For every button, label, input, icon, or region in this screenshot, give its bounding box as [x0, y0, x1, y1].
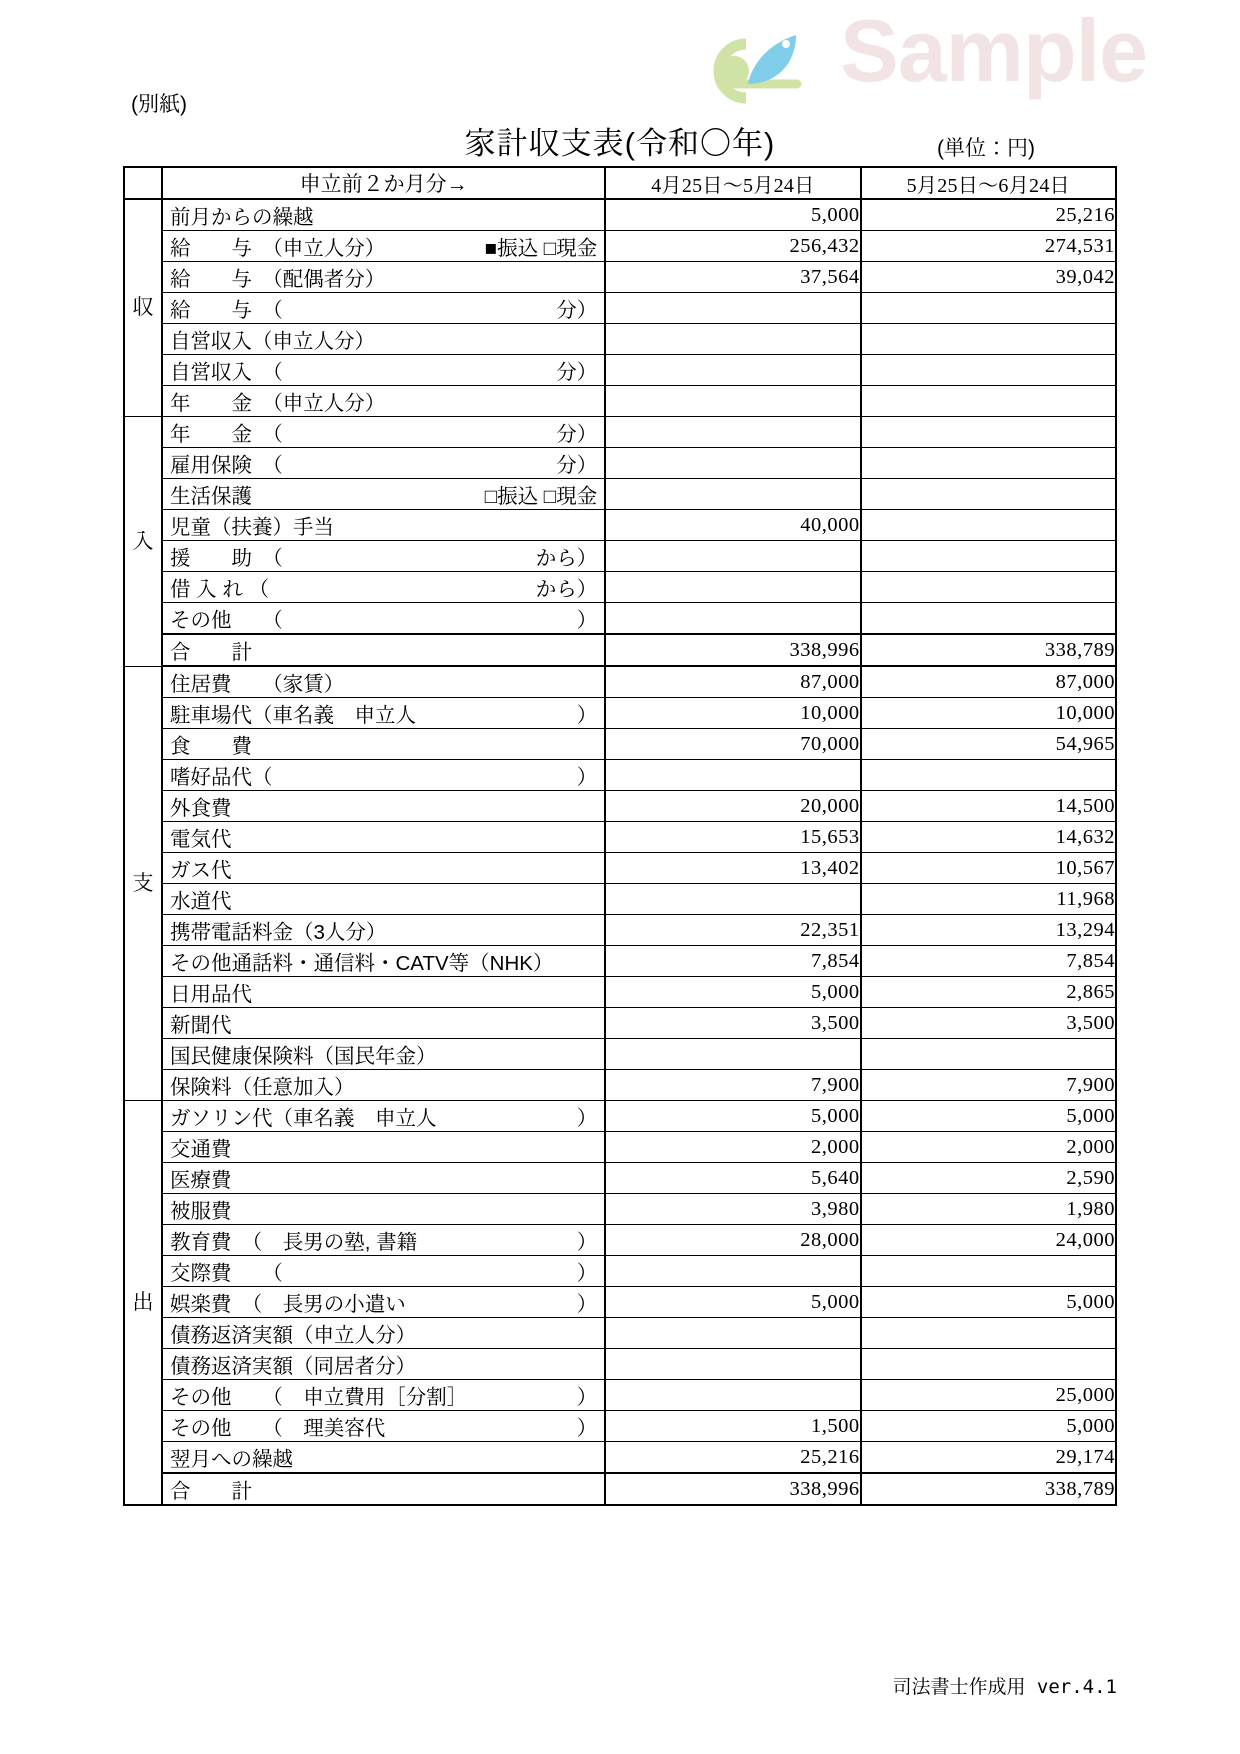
amount-cell-period-1[interactable]: 7,854: [605, 946, 860, 977]
amount-cell-period-2[interactable]: 7,900: [861, 1070, 1116, 1101]
payment-method-checkboxes[interactable]: □振込 □現金: [484, 485, 598, 508]
period-header-2: 5月25日～6月24日: [861, 167, 1116, 199]
label-close-paren: ）: [576, 609, 598, 632]
amount-cell-period-2[interactable]: 13,294: [861, 915, 1116, 946]
label-close-paren: 分）: [556, 423, 598, 446]
income-row: [124, 324, 1116, 355]
amount-cell-period-1[interactable]: 5,640: [605, 1163, 860, 1194]
label-close-paren: ）: [576, 1417, 598, 1440]
amount-cell-period-2[interactable]: [861, 479, 1116, 510]
amount-cell-period-2[interactable]: 274,531: [861, 231, 1116, 262]
amount-cell-period-2[interactable]: 24,000: [861, 1225, 1116, 1256]
payment-method-checkboxes[interactable]: ■振込 □現金: [484, 237, 598, 260]
amount-cell-period-2[interactable]: 5,000: [861, 1287, 1116, 1318]
row-label-income-8: 雇用保険 （ 分）: [162, 448, 605, 479]
row-label-expense-14: ガソリン代（車名義 申立人 ）: [162, 1101, 605, 1132]
amount-cell-period-1[interactable]: [605, 324, 860, 355]
amount-cell-period-1[interactable]: [605, 1256, 860, 1287]
expense-row: [124, 1256, 1116, 1287]
amount-cell-period-2[interactable]: [861, 324, 1116, 355]
row-label-expense-26: 合 計: [162, 1473, 605, 1505]
income-section-label-2: 入: [124, 417, 162, 667]
unit-note: (単位：円): [937, 137, 1035, 160]
expense-row: [124, 1194, 1116, 1225]
label-close-paren: ）: [576, 704, 598, 727]
amount-cell-period-1[interactable]: [605, 884, 860, 915]
row-label-income-0: 前月からの繰越: [162, 199, 605, 231]
income-row: [124, 355, 1116, 386]
amount-cell-period-2[interactable]: [861, 1318, 1116, 1349]
row-label-expense-22: 債務返済実額（同居者分）: [162, 1349, 605, 1380]
income-row: [124, 541, 1116, 572]
amount-cell-period-2[interactable]: 3,500: [861, 1008, 1116, 1039]
amount-cell-period-1[interactable]: 1,500: [605, 1411, 860, 1442]
expense-row: [124, 791, 1116, 822]
amount-cell-period-1[interactable]: 338,996: [605, 1473, 860, 1505]
amount-cell-period-2[interactable]: 14,632: [861, 822, 1116, 853]
expense-row: [124, 666, 1116, 698]
label-close-paren: 分）: [556, 361, 598, 384]
row-label-income-13: その他 （ ）: [162, 603, 605, 635]
expense-section-label-2: 出: [124, 1101, 162, 1506]
amount-cell-period-2[interactable]: 39,042: [861, 262, 1116, 293]
label-close-paren: ）: [576, 1262, 598, 1285]
amount-cell-period-1[interactable]: 20,000: [605, 791, 860, 822]
row-label-expense-12: 国民健康保険料（国民年金）: [162, 1039, 605, 1070]
row-label-income-3: 給 与 （ 分）: [162, 293, 605, 324]
row-label-expense-3: 嗜好品代（ ）: [162, 760, 605, 791]
expense-row: [124, 884, 1116, 915]
income-row: [124, 479, 1116, 510]
amount-cell-period-2[interactable]: [861, 760, 1116, 791]
page-title: 家計収支表(令和〇年): [464, 126, 776, 161]
row-label-income-5: 自営収入 （ 分）: [162, 355, 605, 386]
expense-row: [124, 760, 1116, 791]
expense-row: [124, 822, 1116, 853]
income-row: [124, 262, 1116, 293]
expense-row: [124, 1132, 1116, 1163]
amount-cell-period-1[interactable]: 22,351: [605, 915, 860, 946]
row-label-expense-17: 被服費: [162, 1194, 605, 1225]
expense-row: [124, 1008, 1116, 1039]
amount-cell-period-1[interactable]: 15,653: [605, 822, 860, 853]
expense-row: [124, 1070, 1116, 1101]
footer-note: 司法書士作成用 ver.4.1: [892, 1676, 1117, 1698]
amount-cell-period-2[interactable]: 1,980: [861, 1194, 1116, 1225]
label-close-paren: ）: [576, 1386, 598, 1409]
row-label-expense-11: 新聞代: [162, 1008, 605, 1039]
row-label-expense-2: 食 費: [162, 729, 605, 760]
row-label-expense-5: 電気代: [162, 822, 605, 853]
amount-cell-period-1[interactable]: [605, 1039, 860, 1070]
amount-cell-period-1[interactable]: [605, 479, 860, 510]
row-label-expense-6: ガス代: [162, 853, 605, 884]
household-budget-table: [123, 166, 1117, 1506]
row-label-income-9: 生活保護 □振込 □現金: [162, 479, 605, 510]
income-row: [124, 448, 1116, 479]
row-label-expense-16: 医療費: [162, 1163, 605, 1194]
row-label-expense-1: 駐車場代（車名義 申立人 ）: [162, 698, 605, 729]
amount-cell-period-2[interactable]: 7,854: [861, 946, 1116, 977]
amount-cell-period-1[interactable]: 2,000: [605, 1132, 860, 1163]
period-header-1: 4月25日～5月24日: [605, 167, 860, 199]
expense-row: [124, 1349, 1116, 1380]
row-label-income-4: 自営収入（申立人分）: [162, 324, 605, 355]
amount-cell-period-2[interactable]: [861, 603, 1116, 635]
amount-cell-period-1[interactable]: 10,000: [605, 698, 860, 729]
expense-row: [124, 977, 1116, 1008]
amount-cell-period-1[interactable]: [605, 1349, 860, 1380]
amount-cell-period-2[interactable]: 10,567: [861, 853, 1116, 884]
amount-cell-period-1[interactable]: 256,432: [605, 231, 860, 262]
expense-row: [124, 1163, 1116, 1194]
amount-cell-period-2[interactable]: 87,000: [861, 666, 1116, 698]
amount-cell-period-1[interactable]: 37,564: [605, 262, 860, 293]
attachment-label: (別紙): [131, 93, 187, 116]
row-label-expense-0: 住居費 （家賃）: [162, 666, 605, 698]
amount-cell-period-1[interactable]: 3,980: [605, 1194, 860, 1225]
expense-row: [124, 1442, 1116, 1474]
row-label-expense-7: 水道代: [162, 884, 605, 915]
amount-cell-period-2[interactable]: 338,789: [861, 634, 1116, 666]
income-row: [124, 231, 1116, 262]
row-label-expense-10: 日用品代: [162, 977, 605, 1008]
amount-cell-period-1[interactable]: [605, 603, 860, 635]
expense-row: [124, 946, 1116, 977]
amount-cell-period-2[interactable]: 29,174: [861, 1442, 1116, 1474]
expense-row: [124, 1473, 1116, 1505]
amount-cell-period-1[interactable]: 40,000: [605, 510, 860, 541]
amount-cell-period-1[interactable]: 87,000: [605, 666, 860, 698]
row-label-expense-4: 外食費: [162, 791, 605, 822]
header-corner-cell: [124, 167, 162, 199]
amount-cell-period-1[interactable]: [605, 1318, 860, 1349]
amount-cell-period-1[interactable]: [605, 386, 860, 417]
expense-row: [124, 1039, 1116, 1070]
amount-cell-period-1[interactable]: 5,000: [605, 199, 860, 231]
expense-row: [124, 1101, 1116, 1132]
row-label-expense-24: その他 （ 理美容代 ）: [162, 1411, 605, 1442]
row-label-expense-20: 娯楽費 （ 長男の小遣い ）: [162, 1287, 605, 1318]
amount-cell-period-1[interactable]: [605, 355, 860, 386]
income-section-label-1: 収: [124, 199, 162, 417]
expense-row: [124, 853, 1116, 884]
row-label-income-2: 給 与 （配偶者分）: [162, 262, 605, 293]
row-label-expense-8: 携帯電話料金（3人分）: [162, 915, 605, 946]
row-label-expense-18: 教育費 （ 長男の塾, 書籍 ）: [162, 1225, 605, 1256]
amount-cell-period-2[interactable]: [861, 355, 1116, 386]
amount-cell-period-1[interactable]: 13,402: [605, 853, 860, 884]
amount-cell-period-1[interactable]: [605, 541, 860, 572]
label-close-paren: ）: [576, 1231, 598, 1254]
row-label-income-7: 年 金 （ 分）: [162, 417, 605, 448]
amount-cell-period-2[interactable]: [861, 572, 1116, 603]
amount-cell-period-2[interactable]: 54,965: [861, 729, 1116, 760]
amount-cell-period-1[interactable]: [605, 293, 860, 324]
income-row: [124, 293, 1116, 324]
label-close-paren: ）: [576, 1107, 598, 1130]
row-label-expense-19: 交際費 （ ）: [162, 1256, 605, 1287]
amount-cell-period-1[interactable]: 338,996: [605, 634, 860, 666]
amount-cell-period-1[interactable]: [605, 760, 860, 791]
amount-cell-period-2[interactable]: 11,968: [861, 884, 1116, 915]
income-row: [124, 386, 1116, 417]
amount-cell-period-1[interactable]: 5,000: [605, 1101, 860, 1132]
table-header-row: [124, 167, 1116, 199]
amount-cell-period-2[interactable]: 2,865: [861, 977, 1116, 1008]
expense-row: [124, 698, 1116, 729]
expense-row: [124, 1380, 1116, 1411]
amount-cell-period-2[interactable]: [861, 1039, 1116, 1070]
amount-cell-period-1[interactable]: 70,000: [605, 729, 860, 760]
amount-cell-period-1[interactable]: [605, 417, 860, 448]
amount-cell-period-2[interactable]: 2,590: [861, 1163, 1116, 1194]
amount-cell-period-2[interactable]: [861, 448, 1116, 479]
row-label-expense-25: 翌月への繰越: [162, 1442, 605, 1474]
watermark-text: Sample: [840, 1, 1148, 100]
expense-row: [124, 1318, 1116, 1349]
amount-cell-period-2[interactable]: 14,500: [861, 791, 1116, 822]
amount-cell-period-2[interactable]: 5,000: [861, 1101, 1116, 1132]
amount-cell-period-2[interactable]: 5,000: [861, 1411, 1116, 1442]
income-row: [124, 510, 1116, 541]
amount-cell-period-2[interactable]: 25,000: [861, 1380, 1116, 1411]
income-row: [124, 603, 1116, 635]
expense-row: [124, 915, 1116, 946]
row-label-income-11: 援 助 （ から）: [162, 541, 605, 572]
row-label-expense-21: 債務返済実額（申立人分）: [162, 1318, 605, 1349]
label-close-paren: から）: [535, 547, 598, 570]
amount-cell-period-2[interactable]: [861, 293, 1116, 324]
amount-cell-period-1[interactable]: 28,000: [605, 1225, 860, 1256]
expense-section-label-1: 支: [124, 666, 162, 1101]
amount-cell-period-2[interactable]: [861, 417, 1116, 448]
label-close-paren: ）: [576, 1293, 598, 1316]
amount-cell-period-1[interactable]: 25,216: [605, 1442, 860, 1474]
amount-cell-period-2[interactable]: 338,789: [861, 1473, 1116, 1505]
label-close-paren: から）: [535, 578, 598, 601]
amount-cell-period-1[interactable]: 5,000: [605, 1287, 860, 1318]
amount-cell-period-1[interactable]: 5,000: [605, 977, 860, 1008]
amount-cell-period-2[interactable]: 25,216: [861, 199, 1116, 231]
amount-cell-period-2[interactable]: [861, 386, 1116, 417]
income-row: [124, 199, 1116, 231]
amount-cell-period-2[interactable]: [861, 510, 1116, 541]
row-label-expense-23: その他 （ 申立費用［分割］ ）: [162, 1380, 605, 1411]
expense-row: [124, 1287, 1116, 1318]
income-row: [124, 572, 1116, 603]
row-label-expense-9: その他通話料・通信料・CATV等（NHK）: [162, 946, 605, 977]
amount-cell-period-2[interactable]: 2,000: [861, 1132, 1116, 1163]
income-row: [124, 417, 1116, 448]
label-close-paren: ）: [576, 766, 598, 789]
column-header-label: 申立前２か月分→: [162, 167, 605, 199]
row-label-income-10: 児童（扶養）手当: [162, 510, 605, 541]
row-label-income-14: 合 計: [162, 634, 605, 666]
row-label-income-12: 借 入 れ （ から）: [162, 572, 605, 603]
income-row: [124, 634, 1116, 666]
expense-row: [124, 1225, 1116, 1256]
amount-cell-period-2[interactable]: [861, 1256, 1116, 1287]
expense-row: [124, 1411, 1116, 1442]
amount-cell-period-1[interactable]: 3,500: [605, 1008, 860, 1039]
expense-row: [124, 729, 1116, 760]
label-close-paren: 分）: [556, 299, 598, 322]
amount-cell-period-2[interactable]: [861, 541, 1116, 572]
row-label-expense-13: 保険料（任意加入）: [162, 1070, 605, 1101]
label-close-paren: 分）: [556, 454, 598, 477]
row-label-income-1: 給 与 （申立人分） ■振込 □現金: [162, 231, 605, 262]
amount-cell-period-1[interactable]: [605, 1380, 860, 1411]
row-label-expense-15: 交通費: [162, 1132, 605, 1163]
amount-cell-period-1[interactable]: [605, 448, 860, 479]
amount-cell-period-1[interactable]: 7,900: [605, 1070, 860, 1101]
amount-cell-period-2[interactable]: [861, 1349, 1116, 1380]
row-label-income-6: 年 金 （申立人分）: [162, 386, 605, 417]
amount-cell-period-1[interactable]: [605, 572, 860, 603]
amount-cell-period-2[interactable]: 10,000: [861, 698, 1116, 729]
